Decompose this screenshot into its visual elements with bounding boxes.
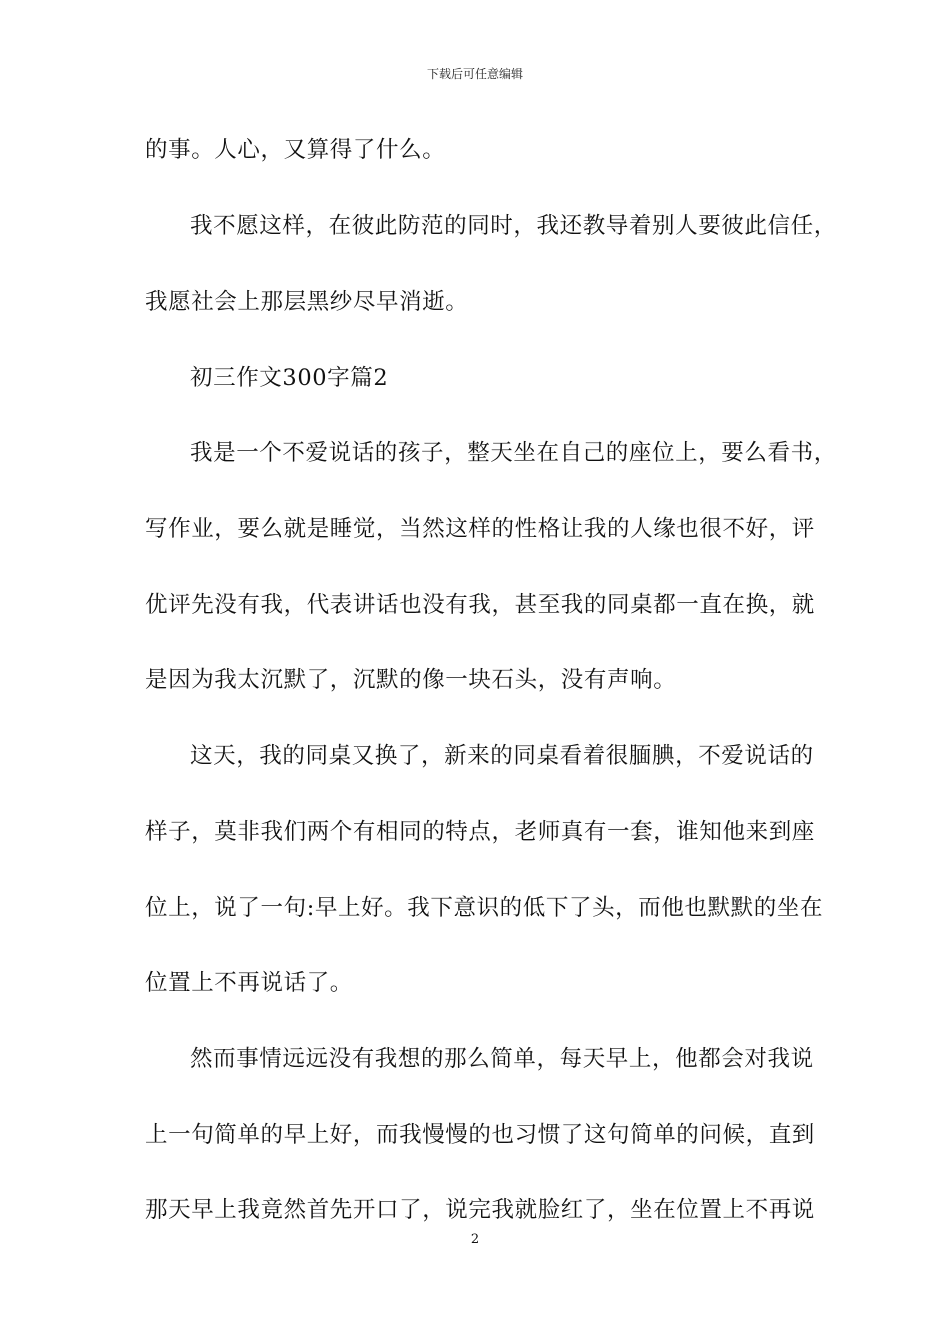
text-line-8: 是因为我太沉默了，沉默的像一块石头，没有声响。 (145, 667, 677, 693)
page-number: 2 (470, 1232, 480, 1247)
text-line-11: 位上，说了一句:早上好。我下意识的低下了头，而他也默默的坐在 (145, 895, 824, 921)
text-line-13: 然而事情远远没有我想的那么简单，每天早上，他都会对我说 (190, 1046, 814, 1072)
text-line-9: 这天，我的同桌又换了，新来的同桌看着很腼腆，不爱说话的 (190, 743, 814, 769)
text-line-5: 我是一个不爱说话的孩子，整天坐在自己的座位上，要么看书， (190, 440, 837, 466)
text-line-3: 我愿社会上那层黑纱尽早消逝。 (145, 289, 469, 315)
page-header: 下载后可任意编辑 (426, 67, 523, 81)
text-line-7: 优评先没有我，代表讲话也没有我，甚至我的同桌都一直在换，就 (145, 592, 815, 618)
text-line-10: 样子，莫非我们两个有相同的特点，老师真有一套，谁知他来到座 (145, 819, 815, 845)
text-line-6: 写作业，要么就是睡觉，当然这样的性格让我的人缘也很不好，评 (145, 516, 815, 542)
text-line-14: 上一句简单的早上好，而我慢慢的也习惯了这句简单的问候，直到 (145, 1122, 815, 1148)
text-line-1: 的事。人心，又算得了什么。 (145, 137, 446, 163)
text-line-12: 位置上不再说话了。 (145, 970, 353, 996)
text-line-15: 那天早上我竟然首先开口了，说完我就脸红了，坐在位置上不再说 (145, 1197, 815, 1223)
text-line-2: 我不愿这样，在彼此防范的同时，我还教导着别人要彼此信任， (190, 213, 837, 239)
section-heading: 初三作文300字篇2 (190, 365, 389, 391)
